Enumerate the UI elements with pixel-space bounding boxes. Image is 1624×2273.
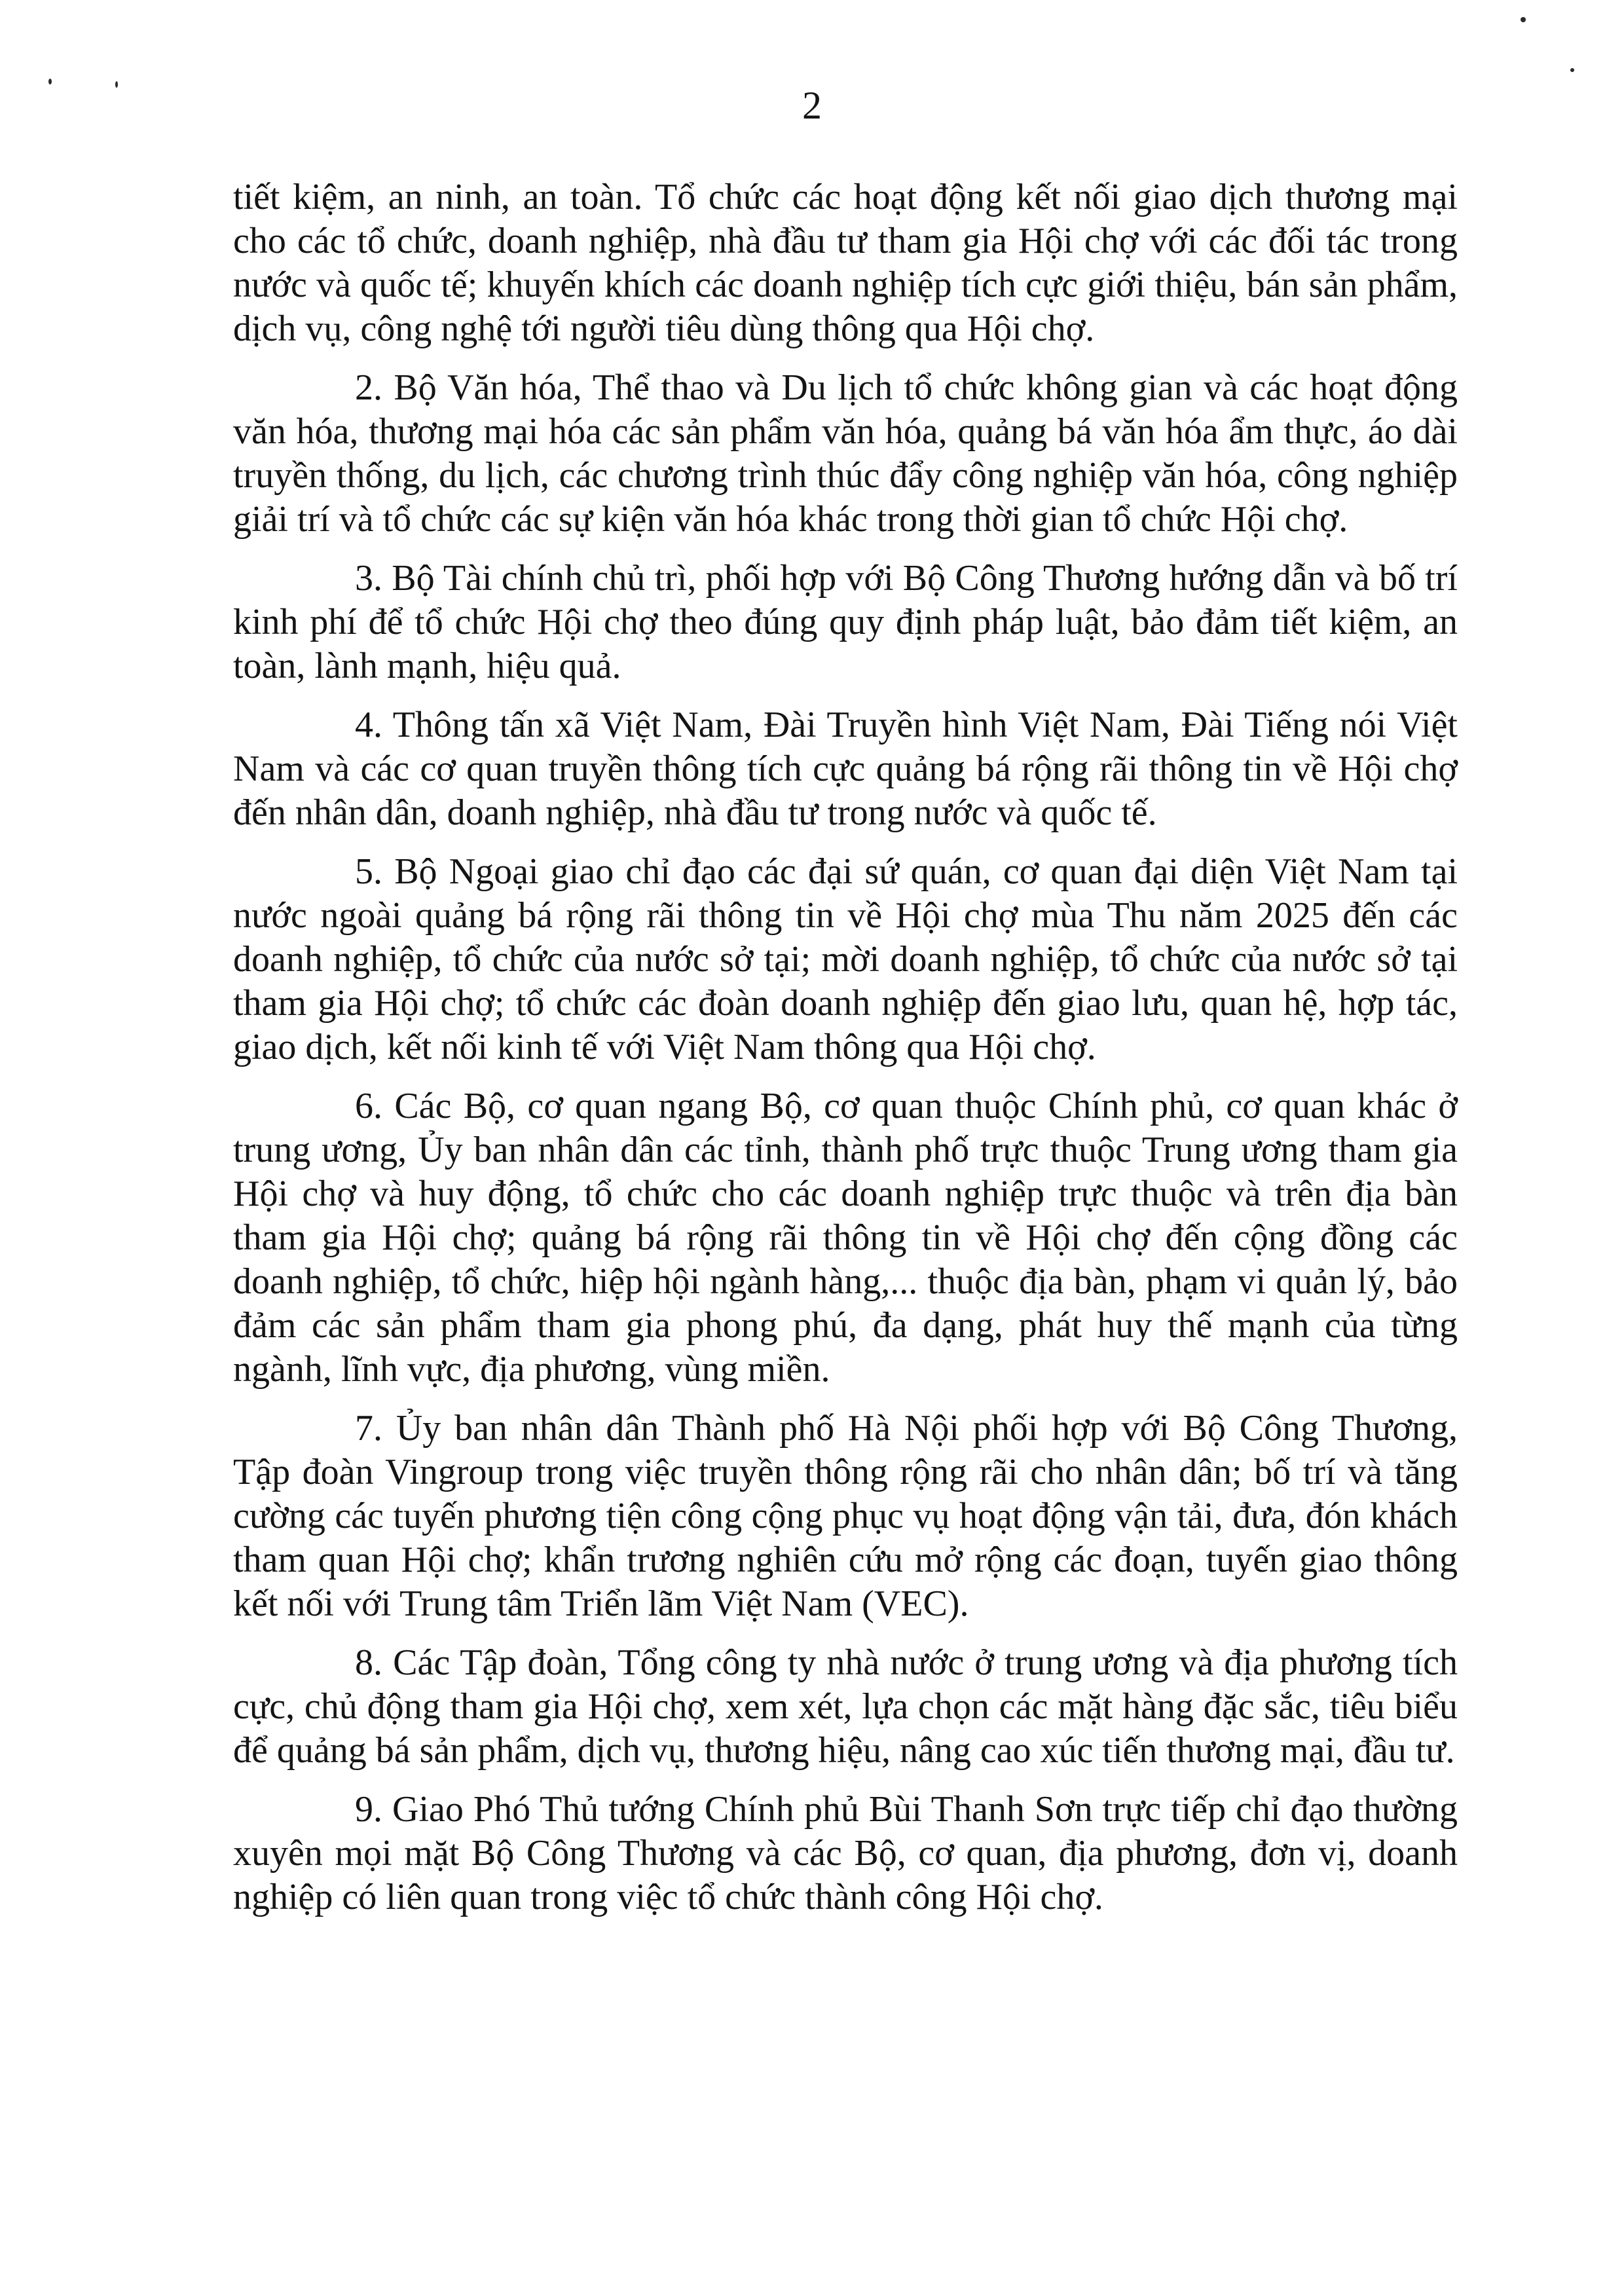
paragraph-item-8: 8. Các Tập đoàn, Tổng công ty nhà nước ở trung ương và địa phương tích cực, chủ động tham gia Hội chợ, xem xét, lựa chọn các mặt hàng đặc sắc, tiêu biểu để quảng bá sản phẩm, dịch vụ, thương hiệu, nâng cao xúc tiến thương mại, đầu tư. (233, 1642, 1458, 1771)
scan-speck (1570, 68, 1574, 72)
paragraph-item-9: 9. Giao Phó Thủ tướng Chính phủ Bùi Thanh Sơn trực tiếp chỉ đạo thường xuyên mọi mặt Bộ Công Thương và các Bộ, cơ quan, địa phương, đơn vị, doanh nghiệp có liên quan trong việc tổ chức thành công Hội chợ. (233, 1789, 1458, 1917)
paragraph-item-6: 6. Các Bộ, cơ quan ngang Bộ, cơ quan thuộc Chính phủ, cơ quan khác ở trung ương, Ủy ban nhân dân các tỉnh, thành phố trực thuộc Trung ương tham gia Hội chợ và huy động, tổ chức cho các doanh nghiệp trực thuộc và trên địa bàn tham gia Hội chợ; quảng bá rộng rãi thông tin về Hội chợ đến cộng đồng các doanh nghiệp, tổ chức, hiệp hội ngành hàng,... thuộc địa bàn, phạm vi quản lý, bảo đảm các sản phẩm tham gia phong phú, đa dạng, phát huy thế mạnh của từng ngành, lĩnh vực, địa phương, vùng miền. (233, 1086, 1458, 1390)
scan-speck (1521, 17, 1526, 22)
paragraph-continuation: tiết kiệm, an ninh, an toàn. Tổ chức các hoạt động kết nối giao dịch thương mại cho các tổ chức, doanh nghiệp, nhà đầu tư tham gia Hội chợ với các đối tác trong nước và quốc tế; khuyến khích các doanh nghiệp tích cực giới thiệu, bán sản phẩm, dịch vụ, công nghệ tới người tiêu dùng thông qua Hội chợ. (233, 177, 1458, 349)
paragraph-item-4: 4. Thông tấn xã Việt Nam, Đài Truyền hình Việt Nam, Đài Tiếng nói Việt Nam và các cơ quan truyền thông tích cực quảng bá rộng rãi thông tin về Hội chợ đến nhân dân, doanh nghiệp, nhà đầu tư trong nước và quốc tế. (233, 705, 1458, 833)
document-body (233, 176, 1458, 1934)
paragraph-item-7: 7. Ủy ban nhân dân Thành phố Hà Nội phối hợp với Bộ Công Thương, Tập đoàn Vingroup trong việc truyền thông rộng rãi cho nhân dân; bố trí và tăng cường các tuyến phương tiện công cộng phục vụ hoạt động vận tải, đưa, đón khách tham quan Hội chợ; khẩn trương nghiên cứu mở rộng các đoạn, tuyến giao thông kết nối với Trung tâm Triển lãm Việt Nam (VEC). (233, 1408, 1458, 1624)
paragraph-item-3: 3. Bộ Tài chính chủ trì, phối hợp với Bộ Công Thương hướng dẫn và bố trí kinh phí để tổ chức Hội chợ theo đúng quy định pháp luật, bảo đảm tiết kiệm, an toàn, lành mạnh, hiệu quả. (233, 558, 1458, 686)
page-number: 2 (802, 84, 822, 127)
paragraph-item-2: 2. Bộ Văn hóa, Thể thao và Du lịch tổ chức không gian và các hoạt động văn hóa, thương mại hóa các sản phẩm văn hóa, quảng bá văn hóa ẩm thực, áo dài truyền thống, du lịch, các chương trình thúc đẩy công nghiệp văn hóa, công nghiệp giải trí và tổ chức các sự kiện văn hóa khác trong thời gian tổ chức Hội chợ. (233, 367, 1458, 540)
paragraph-item-5: 5. Bộ Ngoại giao chỉ đạo các đại sứ quán, cơ quan đại diện Việt Nam tại nước ngoài quảng bá rộng rãi thông tin về Hội chợ mùa Thu năm 2025 đến các doanh nghiệp, tổ chức của nước sở tại; mời doanh nghiệp, tổ chức của nước sở tại tham gia Hội chợ; tổ chức các đoàn doanh nghiệp đến giao lưu, quan hệ, hợp tác, giao dịch, kết nối kinh tế với Việt Nam thông qua Hội chợ. (233, 851, 1458, 1067)
